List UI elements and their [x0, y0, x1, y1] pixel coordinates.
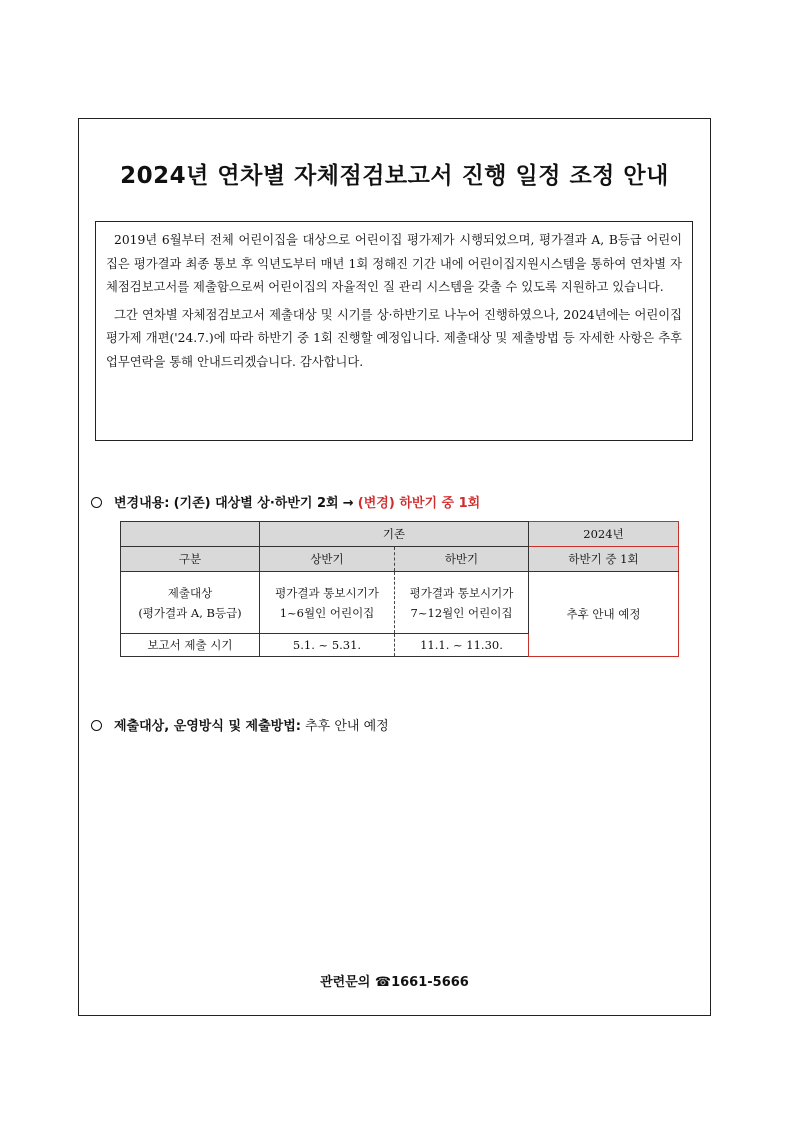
second-half-target	[395, 572, 529, 634]
change-label: 변경내용:	[114, 496, 170, 511]
intro-box	[95, 221, 693, 441]
submission-target-line-1: 제출대상	[167, 585, 213, 600]
submission-target-label	[121, 572, 260, 634]
intro-paragraph-2: 그간 연차별 자체점검보고서 제출대상 및 시기를 상·하반기로 나누어 진행하였으나, 2024년에는 어린이집 평가제 개편('24.7.)에 따라 하반기 중 1회 진행할 예정입니다. 제출대상 및 제출방법 등 자세한 사항은 추후 업무연락을 통해 안내드리겠습니다. 감사합니다.	[106, 307, 682, 369]
2024-schedule-value: 추후 안내 예정	[529, 572, 679, 657]
first-half-period: 5.1. ~ 5.31.	[260, 634, 395, 657]
contact-phone: 1661-5666	[391, 975, 469, 990]
change-before: (기존) 대상별 상·하반기 2회	[173, 496, 339, 511]
circle-bullet-icon	[91, 720, 102, 731]
notice-frame	[78, 118, 711, 1016]
change-arrow: →	[342, 496, 354, 511]
circle-bullet-icon	[91, 497, 102, 508]
second-half-target-line-2: 7~12월인 어린이집	[410, 605, 513, 620]
first-half-header: 상반기	[260, 547, 395, 572]
contact-line	[79, 971, 710, 990]
page-title: 2024년 연차별 자체점검보고서 진행 일정 조정 안내	[120, 163, 669, 189]
first-half-target-line-1: 평가결과 통보시기가	[275, 585, 379, 600]
contact-label: 관련문의	[320, 975, 371, 990]
second-half-header: 하반기	[395, 547, 529, 572]
empty-corner-cell	[121, 522, 260, 547]
method-value: 추후 안내 예정	[305, 719, 389, 734]
group-2024-header: 2024년	[529, 522, 679, 547]
change-section	[91, 492, 480, 511]
schedule-table	[120, 521, 679, 657]
first-half-target-line-2: 1~6월인 어린이집	[279, 605, 375, 620]
report-period-label: 보고서 제출 시기	[121, 634, 260, 657]
phone-icon: ☎	[374, 975, 392, 990]
change-after: (변경) 하반기 중 1회	[357, 496, 481, 511]
second-half-target-line-1: 평가결과 통보시기가	[409, 585, 514, 600]
submission-target-line-2: (평가결과 A, B등급)	[138, 605, 242, 620]
method-label: 제출대상, 운영방식 및 제출방법:	[114, 719, 301, 734]
first-half-target	[260, 572, 395, 634]
group-existing-header: 기존	[260, 522, 529, 547]
category-header: 구분	[121, 547, 260, 572]
2024-second-half-header: 하반기 중 1회	[529, 547, 679, 572]
second-half-period: 11.1. ~ 11.30.	[395, 634, 529, 657]
intro-paragraph-1: 2019년 6월부터 전체 어린이집을 대상으로 어린이집 평가제가 시행되었으며, 평가결과 A, B등급 어린이집은 평가결과 최종 통보 후 익년도부터 매년 1회 정해진 기간 내에 어린이집지원시스템을 통하여 연차별 자체점검보고서를 제출함으로써 어린이집의 자율적인 질 관리 시스템을 갖출 수 있도록 지원하고 있습니다.	[106, 233, 682, 294]
method-section	[91, 715, 389, 734]
